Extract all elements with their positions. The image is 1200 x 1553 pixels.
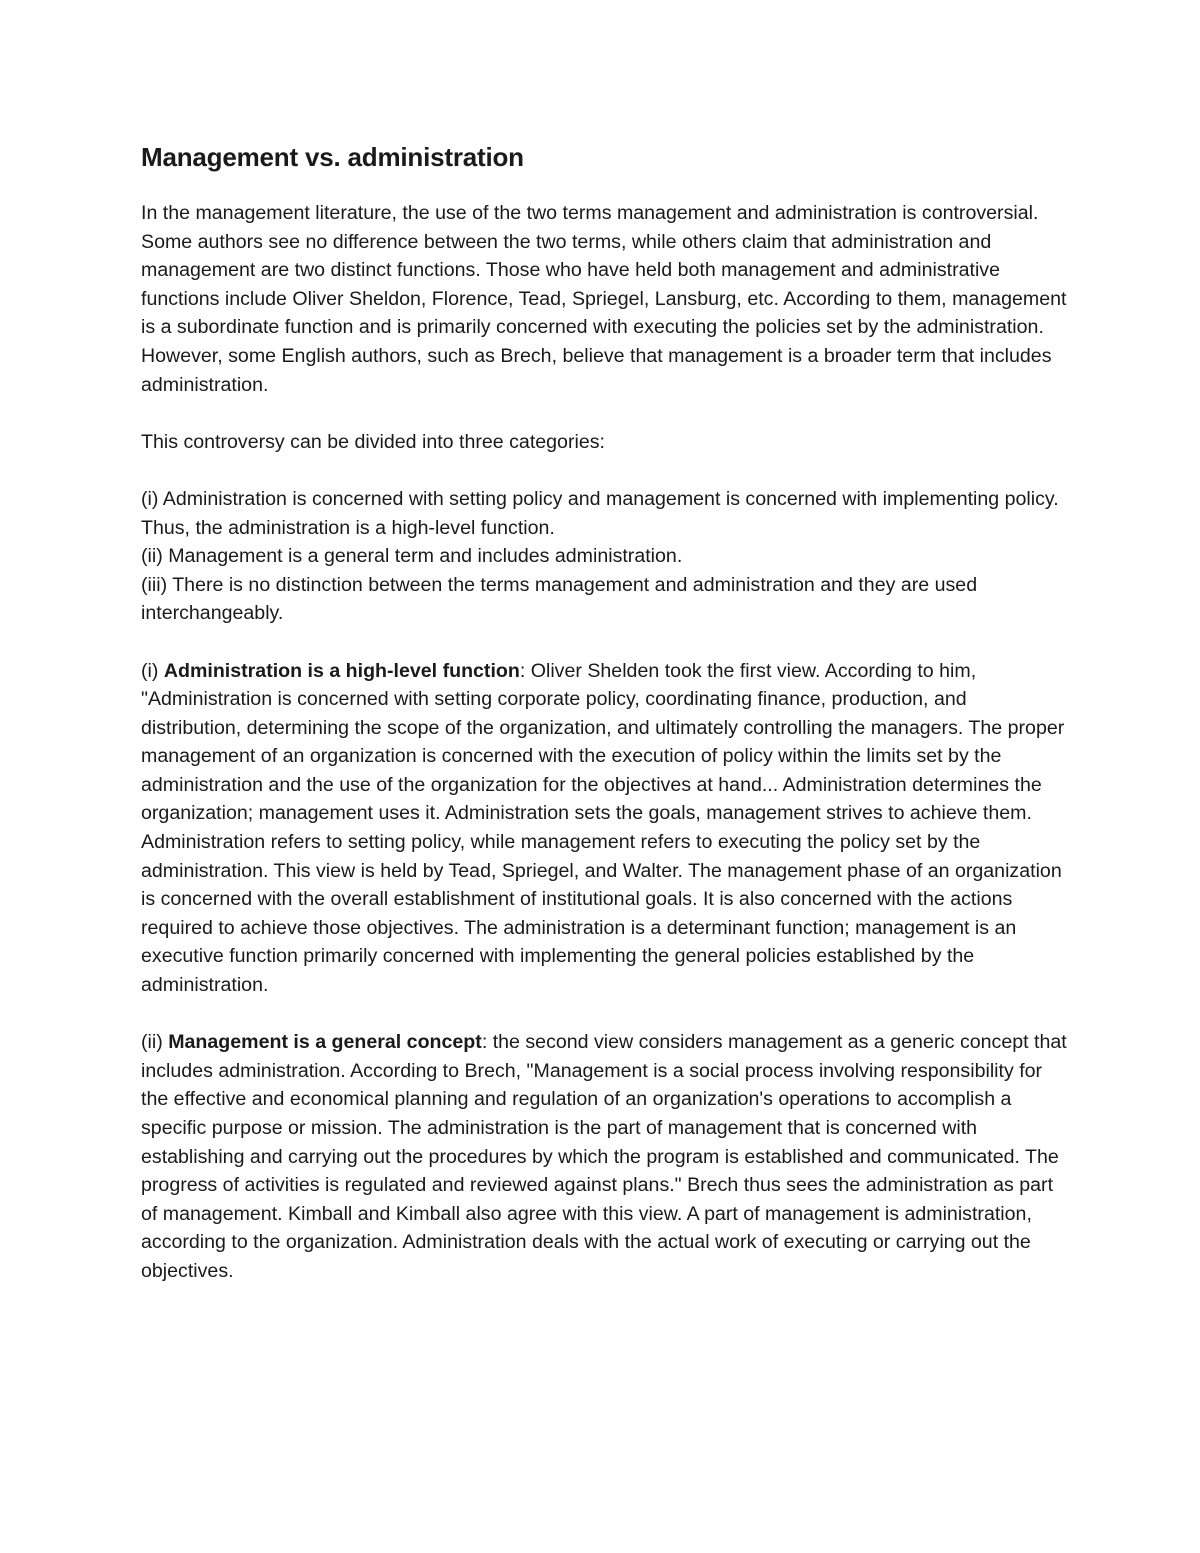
section-prefix: (i) xyxy=(141,659,164,682)
document-title: Management vs. administration xyxy=(141,142,524,172)
categories-intro: This controversy can be divided into three categories: xyxy=(141,430,605,453)
section-prefix: (ii) xyxy=(141,1031,169,1054)
category-item: (i) Administration is concerned with setting policy and management is concerned with implementing policy. Thus, the administration is a high-level function. xyxy=(141,487,1059,539)
section-high-level-function xyxy=(141,657,1071,1000)
category-item: (iii) There is no distinction between the terms management and administration and they are used interchangeably. xyxy=(141,573,978,625)
categories-list xyxy=(141,485,1071,628)
section-heading: Administration is a high-level function xyxy=(163,659,520,682)
document-page xyxy=(141,138,1071,1314)
intro-paragraph: In the management literature, the use of the two terms management and administration is controversial. Some authors see no difference between the two terms, while others claim that administration and management are two distinct functions. Those who have held both management and administrative functions include Oliver Sheldon, Florence, Tead, Spriegel, Lansburg, etc. According to them, management is a subordinate function and is primarily concerned with executing the policies set by the administration. However, some English authors, such as Brech, believe that management is a broader term that includes administration. xyxy=(141,202,1067,396)
section-general-concept xyxy=(141,1028,1071,1285)
section-body: : the second view considers management as a generic concept that includes administration. According to Brech, "Management is a social process involving responsibility for the effective and economical planning and regulation of an organization's operations to accomplish a specific purpose or mission. The administration is the part of management that is concerned with establishing and carrying out the procedures by which the program is established and communicated. The progress of activities is regulated and reviewed against plans." Brech thus sees the administration as part of management. Kimball and Kimball also agree with this view. A part of management is administration, according to the organization. Administration deals with the actual work of executing or carrying out the objectives. xyxy=(141,1031,1067,1282)
category-item: (ii) Management is a general term and includes administration. xyxy=(141,545,683,568)
section-heading: Management is a general concept xyxy=(168,1031,482,1054)
section-body: : Oliver Shelden took the first view. According to him, "Administration is concerned with setting corporate policy, coordinating finance, production, and distribution, determining the scope of the organization, and ultimately controlling the managers. The proper management of an organization is concerned with the execution of policy within the limits set by the administration and the use of the organization for the objectives at hand... Administration determines the organization; management uses it. Administration sets the goals, management strives to achieve them. Administration refers to setting policy, while management refers to executing the policy set by the administration. This view is held by Tead, Spriegel, and Walter. The management phase of an organization is concerned with the overall establishment of institutional goals. It is also concerned with the actions required to achieve those objectives. The administration is a determinant function; management is an executive function primarily concerned with implementing the general policies established by the administration. xyxy=(141,659,1065,997)
